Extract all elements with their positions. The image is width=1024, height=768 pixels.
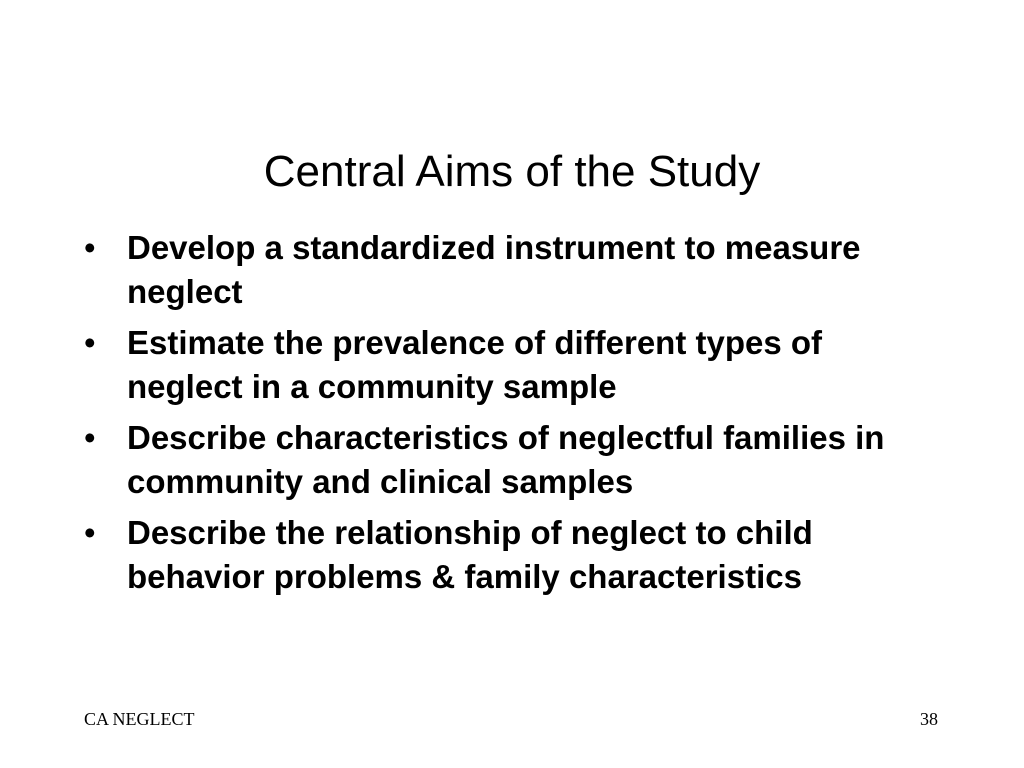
bullet-text: Describe characteristics of neglectful families in community and clinical samples	[127, 419, 885, 500]
bullet-marker: •	[84, 324, 96, 361]
bullet-item	[84, 416, 934, 504]
bullet-item	[84, 226, 934, 314]
bullet-text: Estimate the prevalence of different types of neglect in a community sample	[127, 324, 823, 405]
bullet-marker: •	[84, 514, 96, 551]
bullet-marker: •	[84, 419, 96, 456]
bullet-marker: •	[84, 229, 96, 266]
page-number: 38	[920, 709, 938, 729]
bullet-item	[84, 321, 934, 409]
bullet-text: Develop a standardized instrument to measure neglect	[127, 229, 861, 310]
bullet-item	[84, 511, 934, 599]
bullet-list	[84, 226, 934, 606]
footer-label: CA NEGLECT	[84, 709, 195, 729]
slide-title: Central Aims of the Study	[263, 147, 761, 196]
bullet-text: Describe the relationship of neglect to child behavior problems & family characteristics	[127, 514, 813, 595]
